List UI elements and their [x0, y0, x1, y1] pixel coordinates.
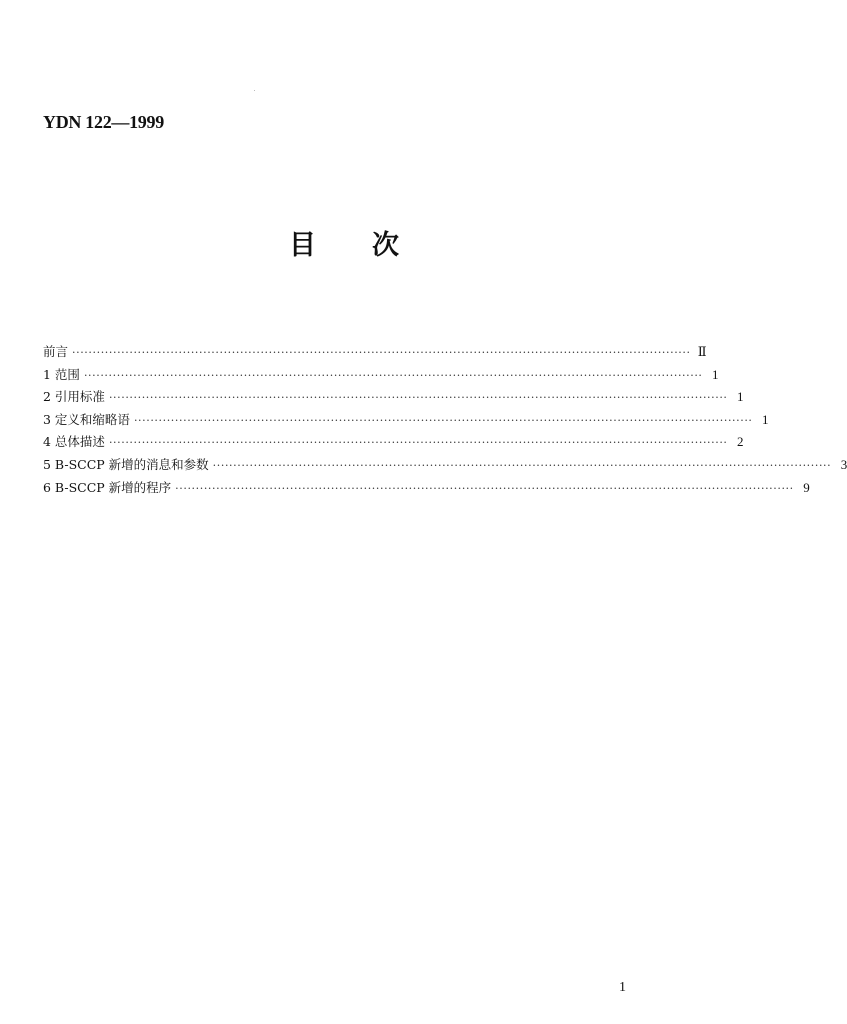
scan-speck — [254, 90, 255, 91]
title-char-1: 目 — [289, 230, 316, 261]
toc-entry-label: 3 定义和缩略语 — [43, 411, 130, 427]
toc-entry-page: 3 — [840, 456, 847, 472]
toc-entry-label: 2 引用标准 — [43, 389, 105, 405]
toc-entry-page: Ⅱ — [697, 344, 707, 359]
toc-entry-scope[interactable] — [43, 365, 719, 388]
toc-entry-overview[interactable] — [43, 432, 744, 455]
toc-dot-leader: ······················································································································································· — [133, 413, 753, 427]
toc-dot-leader: ······················································································································································· — [108, 391, 728, 405]
toc-entry-label: 4 总体描述 — [43, 434, 105, 450]
toc-entry-procedures[interactable] — [43, 478, 810, 501]
toc-entry-page: 2 — [737, 434, 744, 450]
toc-entry-label: 1 范围 — [43, 366, 80, 382]
toc-entry-label: 5 B-SCCP 新增的消息和参数 — [43, 456, 209, 472]
document-code: YDN 122—1999 — [43, 112, 164, 132]
page-title — [0, 228, 688, 264]
toc-entry-page: 1 — [712, 366, 719, 382]
toc-entry-label: 6 B-SCCP 新增的程序 — [43, 479, 172, 495]
title-char-2: 次 — [372, 230, 399, 261]
toc-dot-leader: ······················································································································································· — [72, 346, 691, 359]
toc-dot-leader: ······················································································································································· — [175, 481, 794, 495]
toc-entry-references[interactable] — [43, 387, 744, 410]
toc-dot-leader: ······················································································································································· — [212, 458, 832, 472]
toc-entry-page: 1 — [737, 389, 744, 405]
toc-entry-definitions[interactable] — [43, 410, 769, 433]
toc-dot-leader: ······················································································································································· — [108, 436, 728, 450]
page-number: 1 — [619, 980, 626, 995]
toc-entry-page: 9 — [803, 479, 810, 495]
toc-entry-label: 前言 — [43, 344, 69, 359]
table-of-contents — [43, 342, 847, 500]
toc-dot-leader: ······················································································································································· — [83, 368, 703, 382]
toc-entry-page: 1 — [762, 411, 769, 427]
toc-entry-foreword[interactable] — [43, 342, 707, 365]
toc-entry-messages-parameters[interactable] — [43, 455, 847, 478]
